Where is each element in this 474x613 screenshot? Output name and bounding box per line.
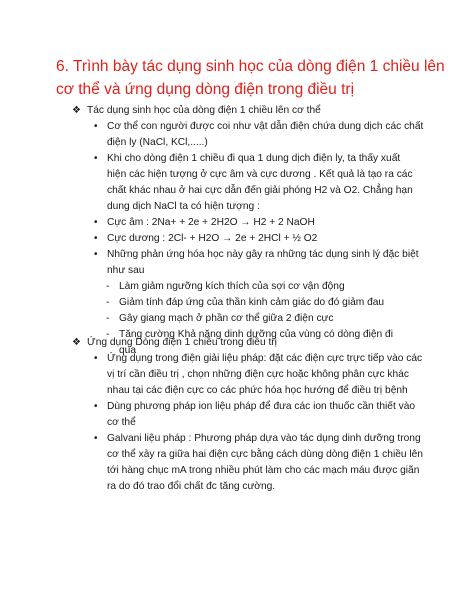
dot-bullet-icon: • [94,433,98,444]
list-item [92,351,428,399]
section-biological-effects [72,103,428,359]
list-item [92,119,428,151]
sub-list-item [104,279,428,295]
dot-bullet-icon: • [94,233,98,244]
item-line: nhau tại các điện cực co các phức hóa học hướng để điều trị bệnh [107,385,408,396]
item-line: ra do đó trao đổi chất đc tăng cường. [107,481,276,492]
item-line: cơ thể [107,417,136,428]
item-line: cơ thể xảy ra giữa hai điện cực bằng cách dùng dòng điện 1 chiều lên [107,449,423,460]
dot-bullet-icon: • [94,401,98,412]
dash-bullet-icon: - [106,281,110,292]
item-line: hiện các hiện tượng ở cực âm và cực dương . Kết quả là tạo ra các [107,169,413,180]
dot-bullet-icon: • [94,121,98,132]
dot-bullet-icon: • [94,353,98,364]
dash-bullet-icon: - [106,297,110,308]
sub-list-item [104,311,428,327]
diamond-bullet-icon: ❖ [72,337,81,348]
list-item [92,247,428,279]
effects-list [72,119,428,279]
item-line: tới hàng chục mA trong nhiều phút làm cho các mạch máu được giãn [107,465,420,476]
list-item [92,231,428,247]
item-line: như sau [107,265,145,276]
item-line: Làm giảm ngưỡng kích thích của sợi cơ vận động [119,281,345,292]
item-line: Galvani liệu pháp : Phương pháp dựa vào tác dụng dinh dưỡng trong [107,433,421,444]
item-line: Tăng cường Khả năng dinh dưỡng của vùng có dòng điện đi [119,329,393,340]
item-line: Dùng phương pháp ion liệu pháp để đưa các ion thuốc cần thiết vào [107,401,416,412]
item-line: chất khác nhau ở hai cực dẫn đến giải phóng H2 và O2. Chẳng hạn [107,185,413,196]
list-item [92,215,428,231]
applications-list [72,351,428,495]
page-title [56,55,445,101]
item-line: Ứng dụng trong điện giải liệu pháp: đặt các điện cực trực tiếp vào các [107,353,423,364]
item-line: vị trí cần điều trị , chọn những điện cực hoặc không phân cực khác [107,369,409,380]
section-title: Ứng dụng Dòng điện 1 chiều trong điều trị [87,337,277,348]
section-heading [72,103,428,119]
anode-equation: Cực dương : 2Cl- + H2O → 2e + 2HCl + ½ O2 [107,233,318,244]
item-line: điện ly (NaCl, KCl,.....) [107,137,208,148]
section-therapeutic-applications [72,335,428,495]
item-line: Khi cho dòng điện 1 chiều đi qua 1 dung dịch điện ly, ta thấy xuất [107,153,401,164]
dash-bullet-icon: - [106,329,110,340]
dot-bullet-icon: • [94,217,98,228]
dash-bullet-icon: - [106,313,110,324]
list-item [92,151,428,215]
item-line: Những phản ứng hóa học này gây ra những tác dụng sinh lý đặc biệt [107,249,419,260]
item-line: Gây giang mạch ở phần cơ thể giữa 2 điện cực [119,313,334,324]
dot-bullet-icon: • [94,249,98,260]
title-line: 6. Trình bày tác dụng sinh học của dòng điện 1 chiều lên [56,58,445,75]
item-line: qua [119,345,136,356]
item-line: dung dịch NaCl ta có hiện tượng : [107,201,260,212]
dot-bullet-icon: • [94,153,98,164]
list-item [92,431,428,495]
sub-list-item [104,295,428,311]
cathode-equation: Cực âm : 2Na+ + 2e + 2H2O → H2 + 2 NaOH [107,217,315,228]
diamond-bullet-icon: ❖ [72,105,81,116]
list-item [92,399,428,431]
section-title: Tác dụng sinh học của dòng điện 1 chiều lên cơ thể [87,105,321,116]
title-line: cơ thể và ứng dụng dòng điện trong điều trị [56,81,355,98]
section-heading [72,335,428,351]
item-line: Cơ thể con người được coi như vật dẫn điện chứa dung dịch các chất [107,121,424,132]
item-line: Giảm tính đáp ứng của thần kinh cảm giác do đó giảm đau [119,297,385,308]
